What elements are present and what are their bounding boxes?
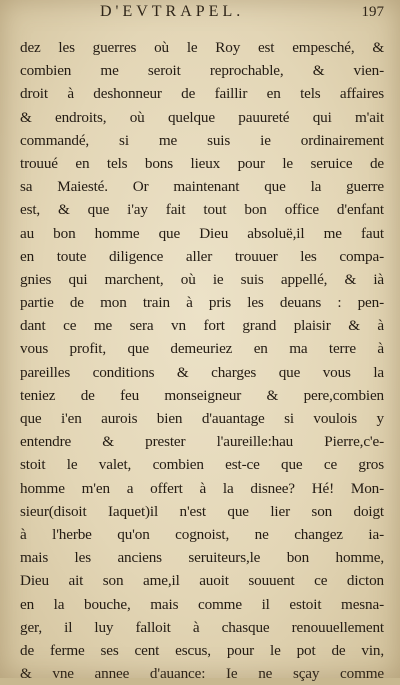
- page-header: [0, 2, 400, 24]
- text-line: & endroits, où quelque pauureté qui m'ait: [20, 108, 384, 126]
- text-line: que i'en aurois bien d'auantage si voulois y: [20, 410, 384, 427]
- text-line: commandé, si me suis ie ordinairement: [20, 131, 384, 149]
- text-line: mais les anciens seruiteurs,le bon homme,: [20, 549, 384, 567]
- text-line: vous profit, que demeuriez en ma terre à: [20, 340, 384, 358]
- text-line: sieur(disoit Iaquet)il n'est que lier son doigt: [20, 502, 384, 520]
- text-line: est, & que i'ay fait tout bon office d'enfant: [20, 201, 384, 219]
- text-line: trouué en tels bons lieux pour le seruice de: [20, 154, 384, 172]
- body-text: [20, 36, 384, 685]
- page-number: 197: [361, 4, 384, 20]
- text-line: & vne annee d'auance: Ie ne sçay comme: [20, 665, 384, 683]
- text-line: de ferme ses cent escus, pour le pot de vin,: [20, 641, 384, 659]
- text-line: homme m'en a offert à la disnee? Hé! Mon-: [20, 479, 384, 497]
- text-line: dant ce me sera vn fort grand plaisir & à: [20, 317, 384, 335]
- running-head: D'EVTRAPEL.: [100, 3, 245, 20]
- text-line: au bon homme que Dieu absoluë,il me faut: [20, 224, 384, 242]
- text-line: en toute diligence aller trouuer les compa-: [20, 247, 384, 265]
- text-line: combien me seroit reprochable, & vien-: [20, 62, 384, 80]
- text-line: en la bouche, mais comme il estoit mesna-: [20, 595, 384, 613]
- text-line: stoit le valet, combien est-ce que ce gros: [20, 456, 384, 474]
- text-line: Dieu ait son ame,il auoit souuent ce dicton: [20, 572, 384, 590]
- text-line: entendre & prester l'aureille:hau Pierre,c'e-: [20, 433, 384, 451]
- text-line: teniez de feu monseigneur & pere,combien: [20, 386, 384, 404]
- text-line: à l'herbe qu'on cognoist, ne changez ia-: [20, 525, 384, 543]
- text-line: ger, il luy falloit à chasque renouuellement: [20, 618, 384, 636]
- text-line: sa Maiesté. Or maintenant que la guerre: [20, 178, 384, 196]
- text-line: pareilles conditions & charges que vous la: [20, 363, 384, 381]
- text-line: gnies qui marchent, où ie suis appellé, & ià: [20, 270, 384, 288]
- text-line: partie de mon train à pris les deuans : pen-: [20, 294, 384, 312]
- text-line: droit à deshonneur de faillir en tels affaires: [20, 85, 384, 103]
- text-line: dez les guerres où le Roy est empesché, &: [20, 39, 384, 56]
